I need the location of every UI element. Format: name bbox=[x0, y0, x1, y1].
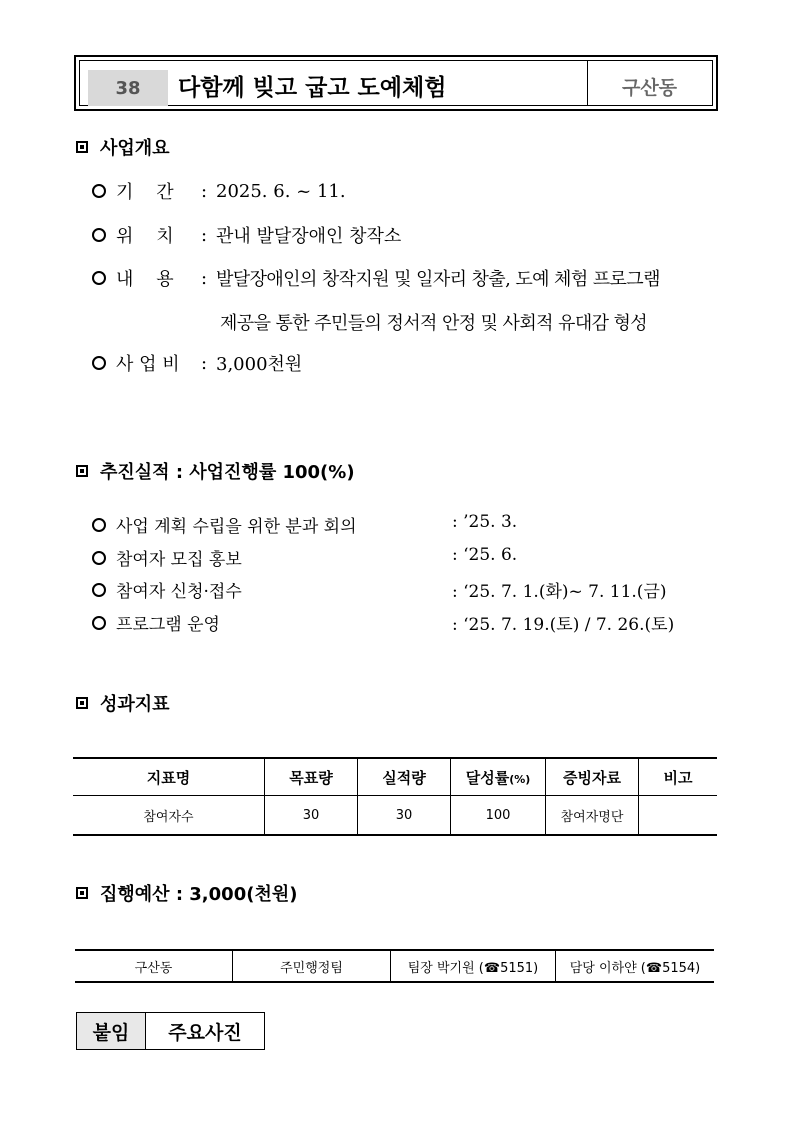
table-cell: 30 bbox=[358, 796, 451, 836]
col-header: 목표량 bbox=[265, 758, 358, 796]
content-line-2: 제공을 통한 주민들의 정서적 안정 및 사회적 유대감 형성 bbox=[220, 313, 648, 334]
section-overview-heading bbox=[76, 134, 170, 160]
circle-bullet-icon bbox=[92, 583, 106, 597]
progress-item-date: : ‘25. 7. 19.(토) / 7. 26.(토) bbox=[452, 615, 675, 635]
progress-item-label: 프로그램 운영 bbox=[116, 615, 220, 635]
square-bullet-icon bbox=[76, 465, 88, 477]
col-header-rate-unit: (%) bbox=[509, 772, 531, 786]
circle-bullet-icon bbox=[92, 616, 106, 630]
location-value: 관내 발달장애인 창작소 bbox=[216, 226, 402, 247]
location-label: 위 치 bbox=[116, 226, 174, 247]
attachment-label: 주요사진 bbox=[168, 1021, 242, 1044]
colon: : bbox=[200, 352, 208, 374]
table-row bbox=[75, 950, 714, 982]
table-cell: 100 bbox=[451, 796, 546, 836]
col-header: 지표명 bbox=[73, 758, 265, 796]
contact-team: 주민행정팀 bbox=[233, 950, 391, 982]
col-header-rate bbox=[451, 758, 546, 796]
period-label: 기 간 bbox=[116, 182, 174, 203]
colon: : bbox=[200, 267, 208, 289]
progress-item bbox=[92, 512, 357, 537]
content-label: 내 용 bbox=[116, 269, 174, 290]
indicators-table bbox=[73, 757, 717, 836]
title-inner bbox=[79, 60, 713, 106]
progress-item bbox=[92, 545, 242, 570]
progress-item bbox=[92, 577, 242, 602]
colon: : bbox=[200, 224, 208, 246]
attachment-box bbox=[76, 1012, 265, 1050]
progress-item-label: 참여자 모집 홍보 bbox=[116, 550, 242, 570]
col-header: 증빙자료 bbox=[546, 758, 639, 796]
section-budget-title: 집행예산 : 3,000(천원) bbox=[100, 884, 298, 905]
table-cell bbox=[639, 796, 718, 836]
dong-name: 구산동 bbox=[621, 77, 678, 99]
section-indicators-heading bbox=[76, 690, 170, 716]
section-progress-title: 추진실적 : 사업진행률 100(%) bbox=[100, 462, 355, 483]
overview-location-row bbox=[92, 222, 401, 248]
progress-item-label: 사업 계획 수립을 위한 분과 회의 bbox=[116, 517, 357, 537]
page-title: 다함께 빚고 굽고 도예체험 bbox=[178, 75, 447, 101]
progress-item-date: : ‘25. 6. bbox=[452, 545, 518, 565]
contact-staff: 담당 이하얀 (☎5154) bbox=[556, 950, 715, 982]
section-overview-title: 사업개요 bbox=[100, 138, 170, 159]
col-header: 비고 bbox=[639, 758, 718, 796]
circle-bullet-icon bbox=[92, 271, 106, 285]
overview-period-row bbox=[92, 178, 346, 204]
table-cell: 30 bbox=[265, 796, 358, 836]
colon: : bbox=[200, 180, 208, 202]
budget-label: 사 업 비 bbox=[116, 354, 180, 375]
table-cell: 참여자수 bbox=[73, 796, 265, 836]
table-header-row bbox=[73, 758, 717, 796]
table-row bbox=[73, 796, 717, 836]
period-value: 2025. 6. ~ 11. bbox=[216, 180, 346, 202]
square-bullet-icon bbox=[76, 887, 88, 899]
circle-bullet-icon bbox=[92, 184, 106, 198]
title-box bbox=[74, 55, 718, 111]
table-cell: 참여자명단 bbox=[546, 796, 639, 836]
budget-value: 3,000천원 bbox=[216, 354, 303, 375]
circle-bullet-icon bbox=[92, 551, 106, 565]
progress-item-date: : ‘25. 7. 1.(화)~ 7. 11.(금) bbox=[452, 582, 667, 602]
contact-dong: 구산동 bbox=[75, 950, 233, 982]
circle-bullet-icon bbox=[92, 228, 106, 242]
overview-content-row bbox=[92, 265, 660, 291]
contact-leader: 팀장 박기원 (☎5151) bbox=[391, 950, 556, 982]
circle-bullet-icon bbox=[92, 356, 106, 370]
section-progress-heading bbox=[76, 458, 355, 484]
contact-table bbox=[75, 949, 714, 983]
section-budget-heading bbox=[76, 880, 297, 906]
progress-item bbox=[92, 610, 220, 635]
section-indicators-title: 성과지표 bbox=[100, 694, 170, 715]
progress-item-date: : ’25. 3. bbox=[452, 512, 518, 532]
item-number-badge: 38 bbox=[88, 70, 168, 106]
overview-budget-row bbox=[92, 350, 302, 376]
content-line-1: 발달장애인의 창작지원 및 일자리 창출, 도예 체험 프로그램 bbox=[216, 269, 660, 290]
col-header: 실적량 bbox=[358, 758, 451, 796]
circle-bullet-icon bbox=[92, 518, 106, 532]
col-header-rate-label: 달성률 bbox=[465, 768, 510, 787]
square-bullet-icon bbox=[76, 141, 88, 153]
square-bullet-icon bbox=[76, 697, 88, 709]
progress-item-label: 참여자 신청·접수 bbox=[116, 582, 242, 602]
attachment-tag: 붙임 bbox=[77, 1013, 146, 1049]
